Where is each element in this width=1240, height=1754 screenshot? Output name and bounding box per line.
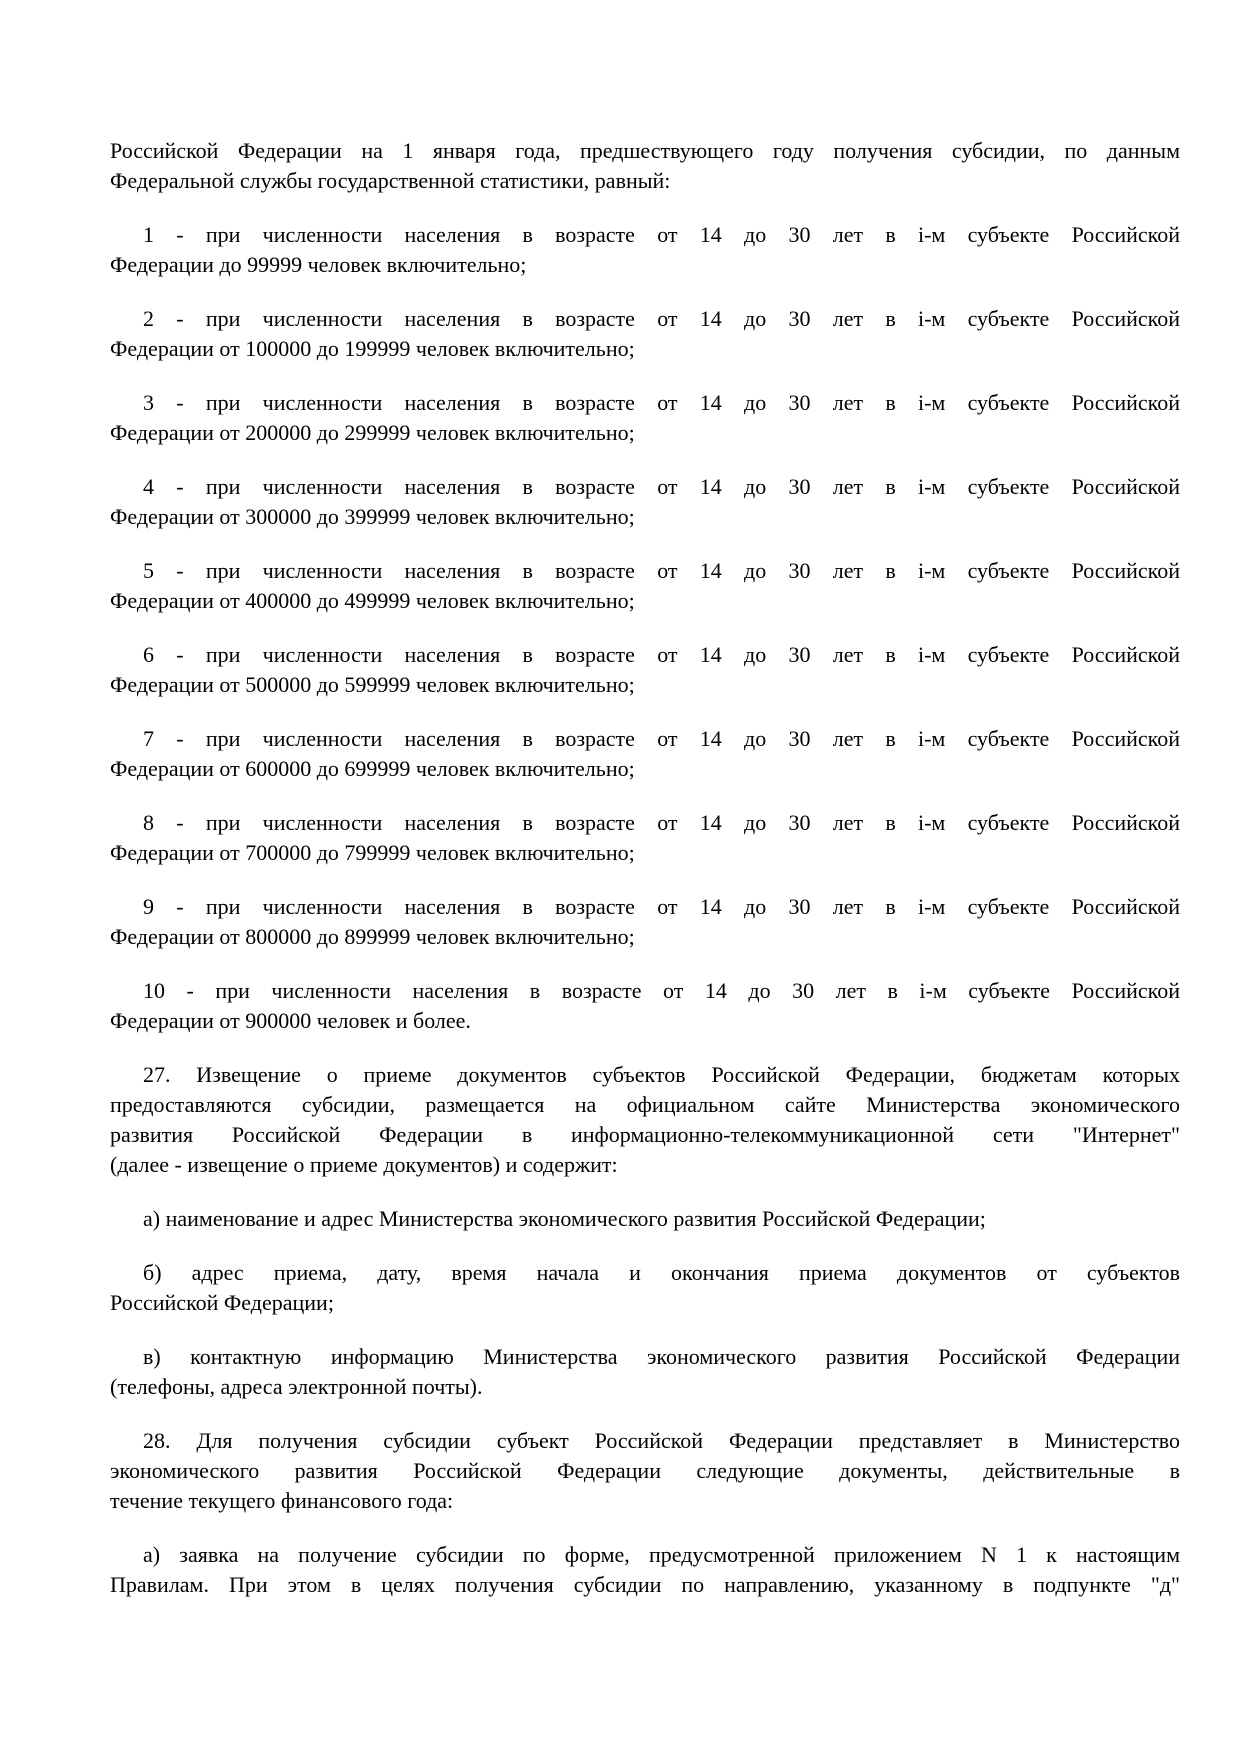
paragraph <box>110 388 1180 448</box>
text-line: 3 - при численности населения в возрасте от 14 до 30 лет в i-м субъекте Российской <box>143 390 1180 415</box>
paragraph <box>110 1426 1180 1516</box>
text-line: 27. Извещение о приеме документов субъектов Российской Федерации, бюджетам которых <box>143 1062 1180 1087</box>
paragraph <box>110 976 1180 1036</box>
paragraph <box>110 1060 1180 1180</box>
paragraph <box>110 1342 1180 1402</box>
text-line: Федеральной службы государственной статистики, равный: <box>110 168 671 193</box>
text-line: 4 - при численности населения в возрасте от 14 до 30 лет в i-м субъекте Российской <box>143 474 1180 499</box>
paragraph <box>110 472 1180 532</box>
paragraph <box>110 220 1180 280</box>
text-line: 7 - при численности населения в возрасте от 14 до 30 лет в i-м субъекте Российской <box>143 726 1180 751</box>
text-line: Федерации от 900000 человек и более. <box>110 1008 471 1033</box>
text-line: предоставляются субсидии, размещается на официальном сайте Министерства экономического <box>110 1092 1180 1117</box>
text-line: развития Российской Федерации в информационно-телекоммуникационной сети "Интернет" <box>110 1122 1180 1147</box>
paragraph <box>110 1540 1180 1600</box>
text-line: Российской Федерации; <box>110 1290 334 1315</box>
text-line: 10 - при численности населения в возрасте от 14 до 30 лет в i-м субъекте Российской <box>143 978 1180 1003</box>
text-line: (телефоны, адреса электронной почты). <box>110 1374 483 1399</box>
text-line: Российской Федерации на 1 января года, предшествующего году получения субсидии, по данным <box>110 138 1180 163</box>
text-line: течение текущего финансового года: <box>110 1488 454 1513</box>
text-line: 2 - при численности населения в возрасте от 14 до 30 лет в i-м субъекте Российской <box>143 306 1180 331</box>
text-line: (далее - извещение о приеме документов) и содержит: <box>110 1152 618 1177</box>
text-line: 28. Для получения субсидии субъект Российской Федерации представляет в Министерство <box>143 1428 1180 1453</box>
paragraph <box>110 640 1180 700</box>
text-line: Правилам. При этом в целях получения субсидии по направлению, указанному в подпункте "д" <box>110 1572 1180 1597</box>
text-line: Федерации от 100000 до 199999 человек включительно; <box>110 336 635 361</box>
paragraph <box>110 724 1180 784</box>
paragraph <box>110 136 1180 196</box>
text-line: 6 - при численности населения в возрасте от 14 до 30 лет в i-м субъекте Российской <box>143 642 1180 667</box>
text-line: в) контактную информацию Министерства экономического развития Российской Федерации <box>143 1344 1180 1369</box>
paragraph <box>110 892 1180 952</box>
document-text-block <box>110 136 1180 1600</box>
text-line: Федерации от 800000 до 899999 человек включительно; <box>110 924 635 949</box>
paragraph <box>110 1204 1180 1234</box>
paragraph <box>110 1258 1180 1318</box>
text-line: 9 - при численности населения в возрасте от 14 до 30 лет в i-м субъекте Российской <box>143 894 1180 919</box>
text-line: Федерации от 300000 до 399999 человек включительно; <box>110 504 635 529</box>
text-line: Федерации до 99999 человек включительно; <box>110 252 527 277</box>
text-line: Федерации от 200000 до 299999 человек включительно; <box>110 420 635 445</box>
text-line: Федерации от 700000 до 799999 человек включительно; <box>110 840 635 865</box>
text-line: экономического развития Российской Федерации следующие документы, действительные в <box>110 1458 1180 1483</box>
text-line: Федерации от 500000 до 599999 человек включительно; <box>110 672 635 697</box>
text-line: а) заявка на получение субсидии по форме, предусмотренной приложением N 1 к настоящим <box>143 1542 1180 1567</box>
text-line: 5 - при численности населения в возрасте от 14 до 30 лет в i-м субъекте Российской <box>143 558 1180 583</box>
paragraph <box>110 304 1180 364</box>
text-line: б) адрес приема, дату, время начала и окончания приема документов от субъектов <box>143 1260 1180 1285</box>
text-line: Федерации от 600000 до 699999 человек включительно; <box>110 756 635 781</box>
text-line: Федерации от 400000 до 499999 человек включительно; <box>110 588 635 613</box>
text-line: 1 - при численности населения в возрасте от 14 до 30 лет в i-м субъекте Российской <box>143 222 1180 247</box>
text-line: 8 - при численности населения в возрасте от 14 до 30 лет в i-м субъекте Российской <box>143 810 1180 835</box>
text-line: а) наименование и адрес Министерства экономического развития Российской Федерации; <box>143 1206 986 1231</box>
paragraph <box>110 556 1180 616</box>
paragraph <box>110 808 1180 868</box>
